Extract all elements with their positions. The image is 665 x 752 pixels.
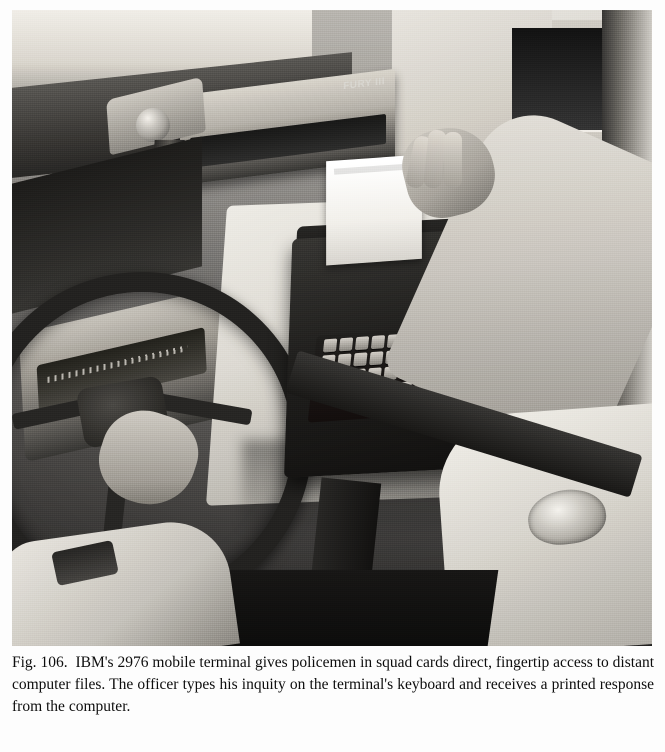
figure-caption [12,652,654,718]
radio-knob [136,108,170,142]
officer-finger [444,132,462,188]
keyboard-key [371,335,385,349]
keyboard-key [339,337,353,351]
radio-model-label: FURY III [343,76,385,93]
figure-caption-text: IBM's 2976 mobile terminal gives policemen in squad cards direct, fingertip access to distant computer files. The officer types his inquity on the terminal's keyboard and receives a printed response from the computer. [12,654,655,715]
figure-number: Fig. 106. [12,654,68,671]
keyboard-key [323,338,337,352]
keyboard-key [369,351,383,365]
figure-image [12,10,652,646]
keyboard-key [353,352,367,366]
keyboard-key [355,336,369,350]
photograph [12,10,652,646]
